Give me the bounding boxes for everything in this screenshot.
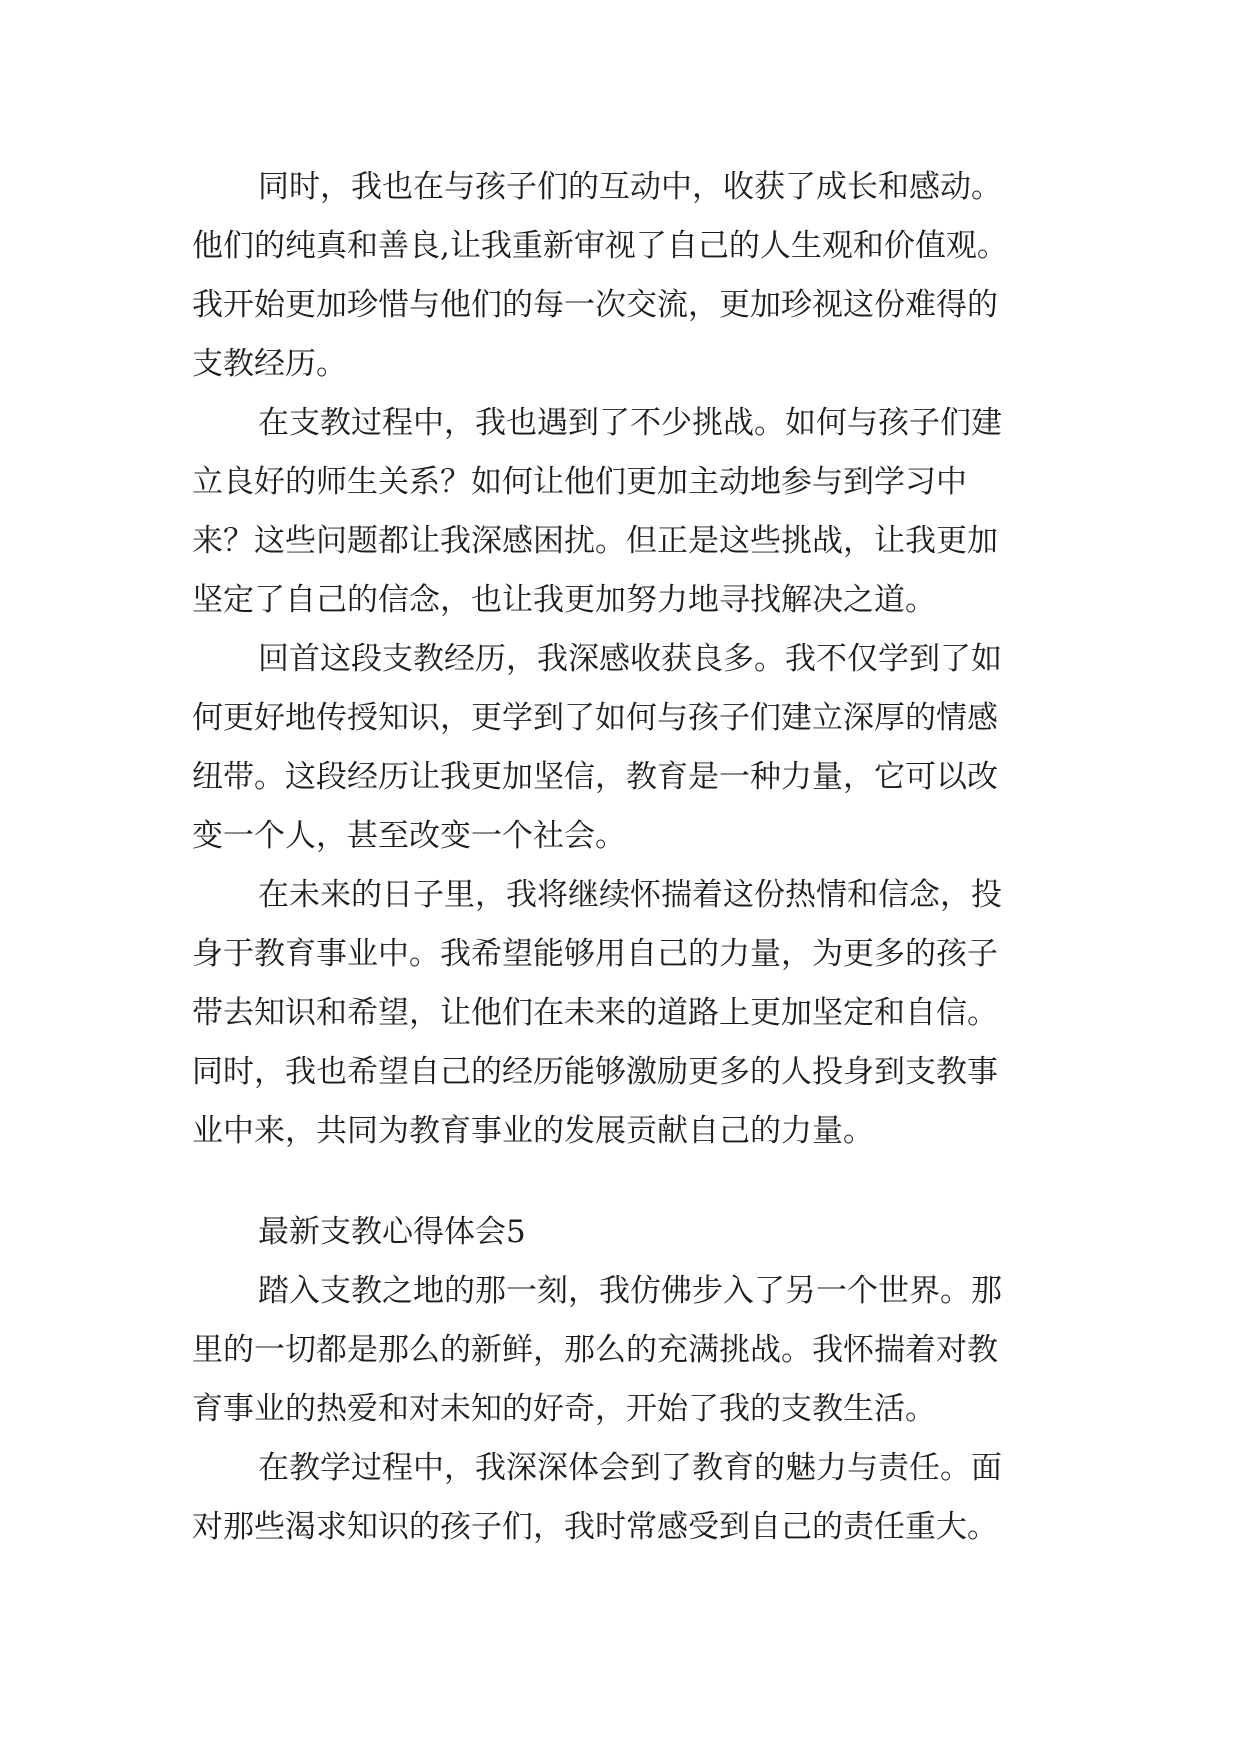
paragraph-line: 同时，我也希望自己的经历能够激励更多的人投身到支教事 [192, 1054, 998, 1090]
paragraph-line: 对那些渴求知识的孩子们，我时常感受到自己的责任重大。 [192, 1509, 998, 1545]
paragraph-line: 何更好地传授知识，更学到了如何与孩子们建立深厚的情感 [192, 700, 998, 736]
paragraph-line: 同时，我也在与孩子们的互动中，收获了成长和感动。 [258, 169, 1002, 205]
paragraph-line: 变一个人，甚至改变一个社会。 [192, 818, 626, 854]
paragraph-line: 我开始更加珍惜与他们的每一次交流，更加珍视这份难得的 [192, 287, 998, 323]
paragraph-line: 支教经历。 [192, 346, 347, 382]
paragraph-line: 身于教育事业中。我希望能够用自己的力量，为更多的孩子 [192, 936, 998, 972]
paragraph-line: 踏入支教之地的那一刻，我仿佛步入了另一个世界。那 [258, 1273, 1002, 1309]
paragraph-line: 里的一切都是那么的新鲜，那么的充满挑战。我怀揣着对教 [192, 1332, 998, 1368]
paragraph-line: 带去知识和希望，让他们在未来的道路上更加坚定和自信。 [192, 995, 998, 1031]
paragraph-line: 坚定了自己的信念，也让我更加努力地寻找解决之道。 [192, 582, 936, 618]
paragraph-line: 他们的纯真和善良,让我重新审视了自己的人生观和价值观。 [192, 228, 1008, 264]
section-title: 最新支教心得体会5 [258, 1214, 526, 1250]
paragraph-line: 纽带。这段经历让我更加坚信，教育是一种力量，它可以改 [192, 759, 998, 795]
paragraph-line: 业中来，共同为教育事业的发展贡献自己的力量。 [192, 1113, 874, 1149]
paragraph-line: 育事业的热爱和对未知的好奇，开始了我的支教生活。 [192, 1391, 936, 1427]
paragraph-line: 在未来的日子里，我将继续怀揣着这份热情和信念，投 [258, 877, 1002, 913]
paragraph-line: 回首这段支教经历，我深感收获良多。我不仅学到了如 [258, 641, 1002, 677]
paragraph-line: 立良好的师生关系？如何让他们更加主动地参与到学习中 [192, 464, 967, 500]
paragraph-line: 来？这些问题都让我深感困扰。但正是这些挑战，让我更加 [192, 523, 998, 559]
paragraph-line: 在支教过程中，我也遇到了不少挑战。如何与孩子们建 [258, 405, 1002, 441]
paragraph-line: 在教学过程中，我深深体会到了教育的魅力与责任。面 [258, 1450, 1002, 1486]
